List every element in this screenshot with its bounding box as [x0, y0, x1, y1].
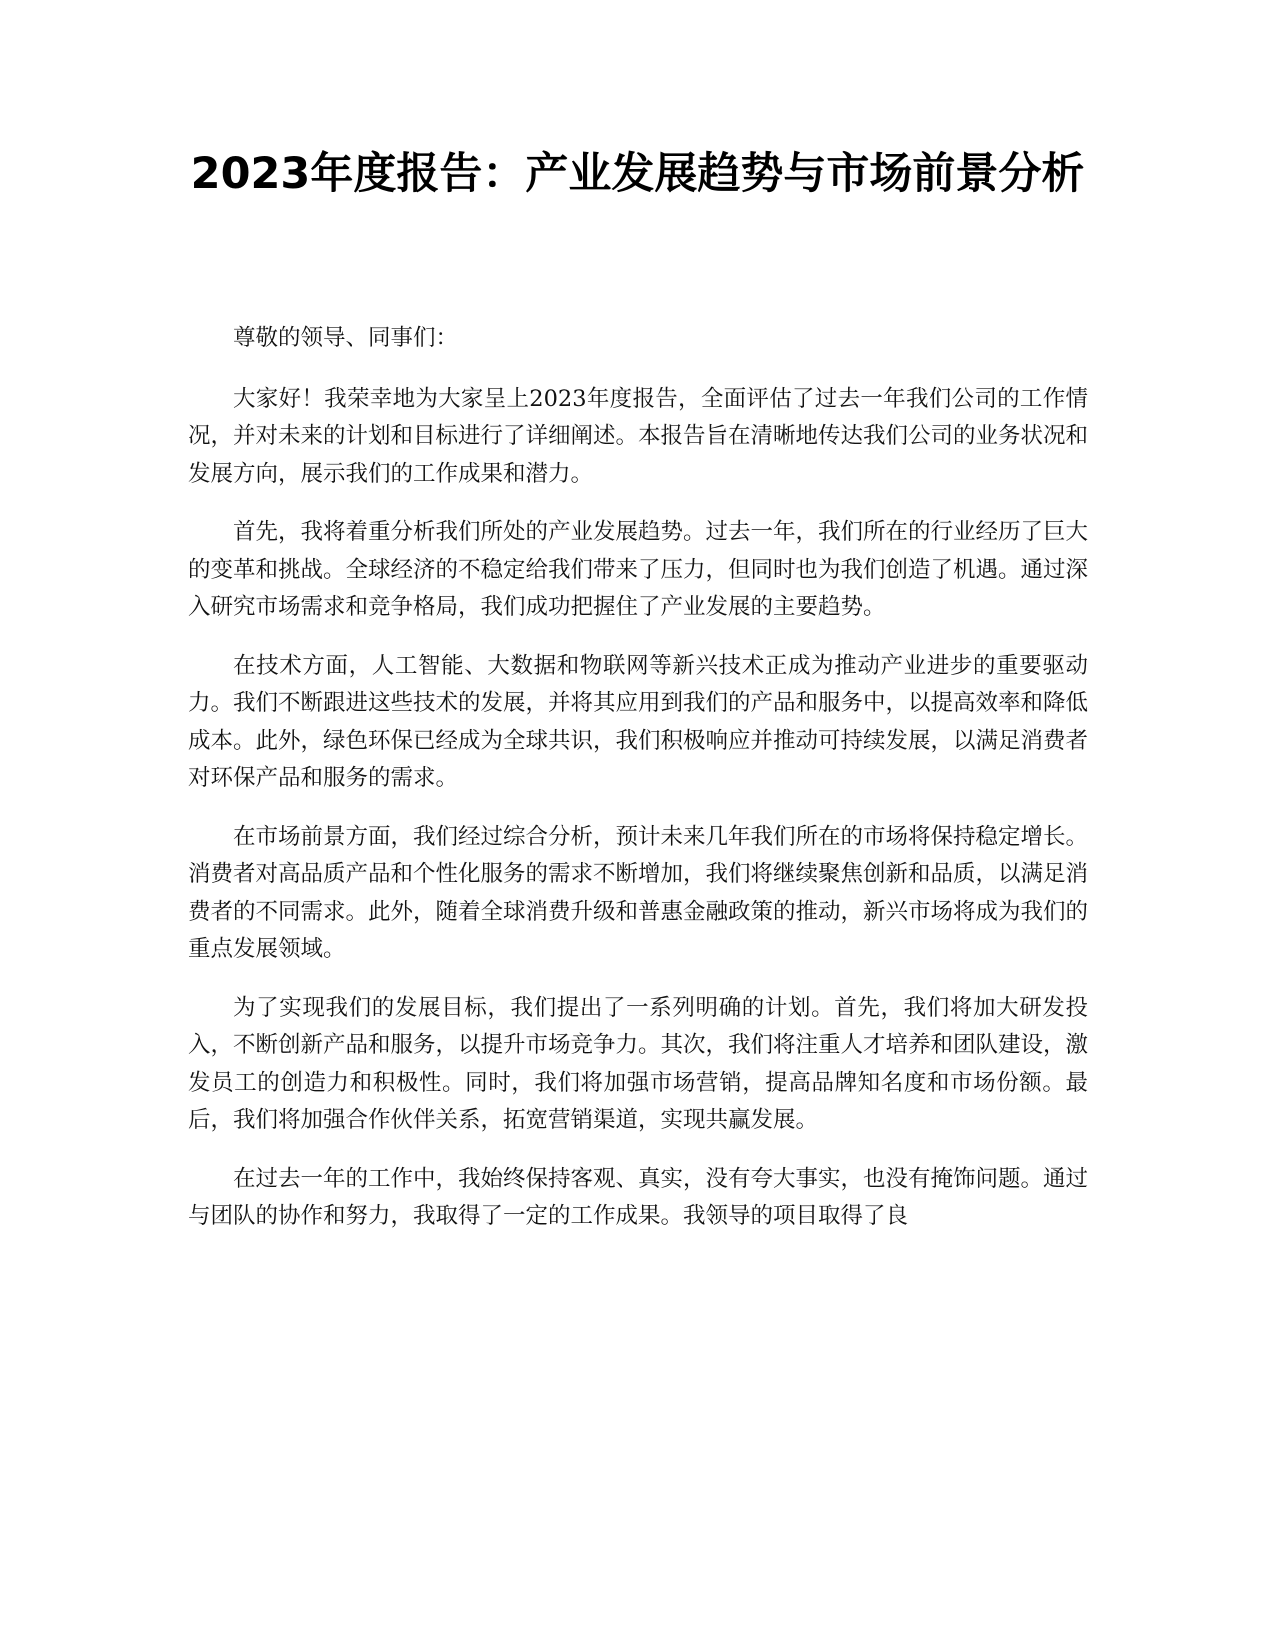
- paragraph-plans: 为了实现我们的发展目标，我们提出了一系列明确的计划。首先，我们将加大研发投入，不断创新产品和服务，以提升市场竞争力。其次，我们将注重人才培养和团队建设，激发员工的创造力和积极性。同时，我们将加强市场营销，提高品牌知名度和市场份额。最后，我们将加强合作伙伴关系，拓宽营销渠道，实现共赢发展。: [188, 994, 1089, 1133]
- paragraph-achievements: 在过去一年的工作中，我始终保持客观、真实，没有夸大事实，也没有掩饰问题。通过与团队的协作和努力，我取得了一定的工作成果。我领导的项目取得了良: [188, 1165, 1089, 1229]
- paragraph-market-outlook: 在市场前景方面，我们经过综合分析，预计未来几年我们所在的市场将保持稳定增长。消费者对高品质产品和个性化服务的需求不断增加，我们将继续聚焦创新和品质，以满足消费者的不同需求。此外，随着全球消费升级和普惠金融政策的推动，新兴市场将成为我们的重点发展领域。: [188, 823, 1089, 962]
- paragraph-intro: 大家好！我荣幸地为大家呈上2023年度报告，全面评估了过去一年我们公司的工作情况，并对未来的计划和目标进行了详细阐述。本报告旨在清晰地传达我们公司的业务状况和发展方向，展示我们的工作成果和潜力。: [188, 385, 1089, 487]
- paragraph-industry-trends: 首先，我将着重分析我们所处的产业发展趋势。过去一年，我们所在的行业经历了巨大的变革和挑战。全球经济的不稳定给我们带来了压力，但同时也为我们创造了机遇。通过深入研究市场需求和竞争格局，我们成功把握住了产业发展的主要趋势。: [188, 519, 1089, 620]
- paragraph-technology: 在技术方面，人工智能、大数据和物联网等新兴技术正成为推动产业进步的重要驱动力。我们不断跟进这些技术的发展，并将其应用到我们的产品和服务中，以提高效率和降低成本。此外，绿色环保已经成为全球共识，我们积极响应并推动可持续发展，以满足消费者对环保产品和服务的需求。: [188, 652, 1089, 791]
- document-body: [188, 320, 1088, 1257]
- document-title: 2023年度报告：产业发展趋势与市场前景分析: [190, 149, 1085, 199]
- greeting-paragraph: 尊敬的领导、同事们：: [233, 325, 459, 351]
